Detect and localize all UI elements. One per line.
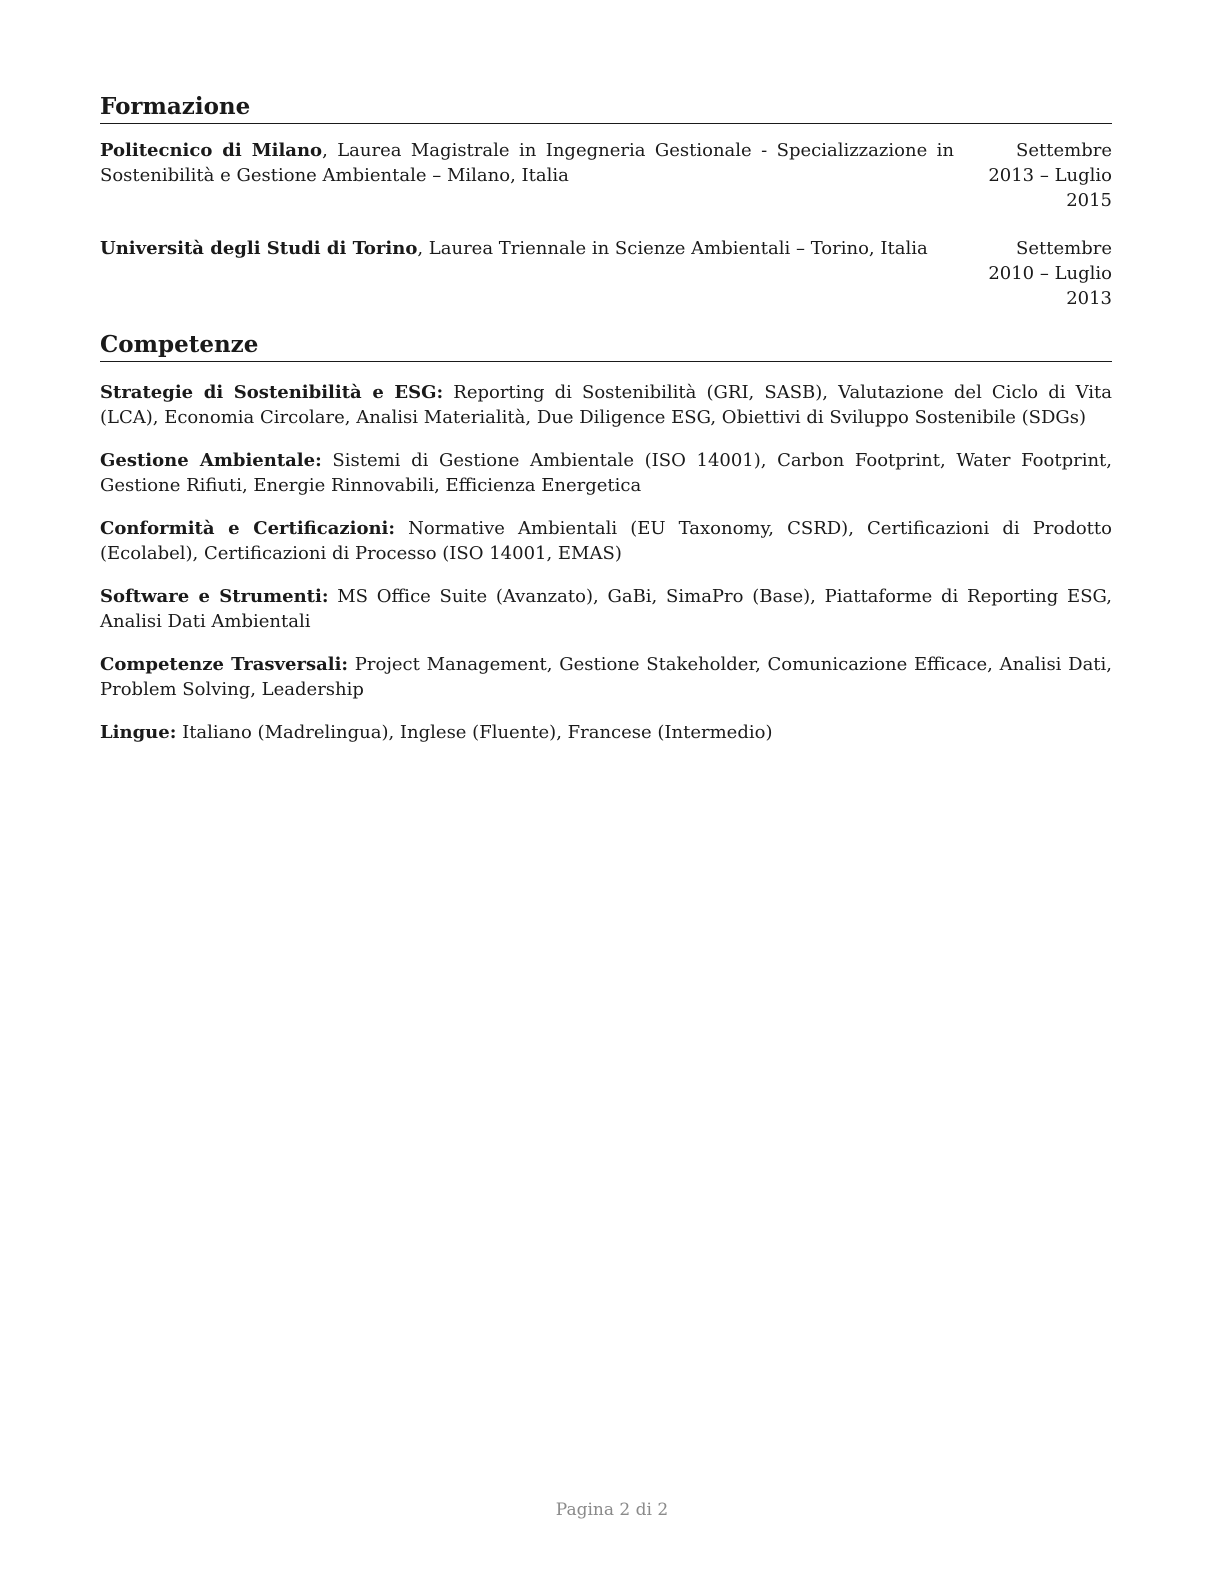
skill-text: Sistemi di Gestione Ambientale (ISO 14001), Carbon Footprint, Water Footprint, Gestione Rifiuti, Energie Rinnovabili, Efficienza Energetica bbox=[100, 450, 1112, 496]
skill-label: Software e Strumenti: bbox=[100, 586, 329, 607]
section-title-competenze: Competenze bbox=[100, 330, 1112, 362]
skill-text: Reporting di Sostenibilità (GRI, SASB), Valutazione del Ciclo di Vita (LCA), Economia Circolare, Analisi Materialità, Due Diligence ESG, Obiettivi di Sviluppo Sostenibile (SDGs) bbox=[100, 382, 1112, 428]
skills-list bbox=[100, 380, 1112, 745]
page-number: Pagina 2 di 2 bbox=[555, 1500, 669, 1520]
education-entry bbox=[100, 138, 1112, 213]
skill-label: Strategie di Sostenibilità e ESG: bbox=[100, 382, 444, 403]
skill-item-soft-skills bbox=[100, 652, 1112, 702]
education-details: , Laurea Triennale in Scienze Ambientali – Torino, Italia bbox=[417, 238, 928, 259]
education-description bbox=[100, 138, 966, 213]
education-details: , Laurea Magistrale in Ingegneria Gestionale - Specializzazione in Sostenibilità e Gestione Ambientale – Milano, Italia bbox=[100, 140, 954, 186]
education-dates: Settembre 2010 – Luglio 2013 bbox=[988, 238, 1112, 309]
skill-item-languages bbox=[100, 720, 1112, 745]
skill-item-sustainability bbox=[100, 380, 1112, 430]
skill-text: Italiano (Madrelingua), Inglese (Fluente), Francese (Intermedio) bbox=[176, 722, 773, 743]
education-list bbox=[100, 138, 1112, 311]
section-title-formazione: Formazione bbox=[100, 92, 1112, 124]
skill-item-compliance bbox=[100, 516, 1112, 566]
skill-text: Normative Ambientali (EU Taxonomy, CSRD), Certificazioni di Prodotto (Ecolabel), Certificazioni di Processo (ISO 14001, EMAS) bbox=[100, 518, 1112, 564]
skill-label: Lingue: bbox=[100, 722, 177, 743]
education-institution: Politecnico di Milano bbox=[100, 140, 323, 161]
skill-item-software bbox=[100, 584, 1112, 634]
resume-page bbox=[100, 92, 1112, 754]
education-institution: Università degli Studi di Torino bbox=[100, 238, 418, 259]
skill-text: Project Management, Gestione Stakeholder, Comunicazione Efficace, Analisi Dati, Problem Solving, Leadership bbox=[100, 654, 1113, 700]
education-dates: Settembre 2013 – Luglio 2015 bbox=[988, 140, 1112, 211]
skill-text: MS Office Suite (Avanzato), GaBi, SimaPro (Base), Piattaforme di Reporting ESG, Analisi Dati Ambientali bbox=[100, 586, 1112, 632]
skill-item-environmental bbox=[100, 448, 1112, 498]
skill-label: Gestione Ambientale: bbox=[100, 450, 322, 471]
education-entry bbox=[100, 236, 1112, 311]
skill-label: Competenze Trasversali: bbox=[100, 654, 349, 675]
education-description bbox=[100, 236, 966, 311]
skill-label: Conformità e Certificazioni: bbox=[100, 518, 396, 539]
